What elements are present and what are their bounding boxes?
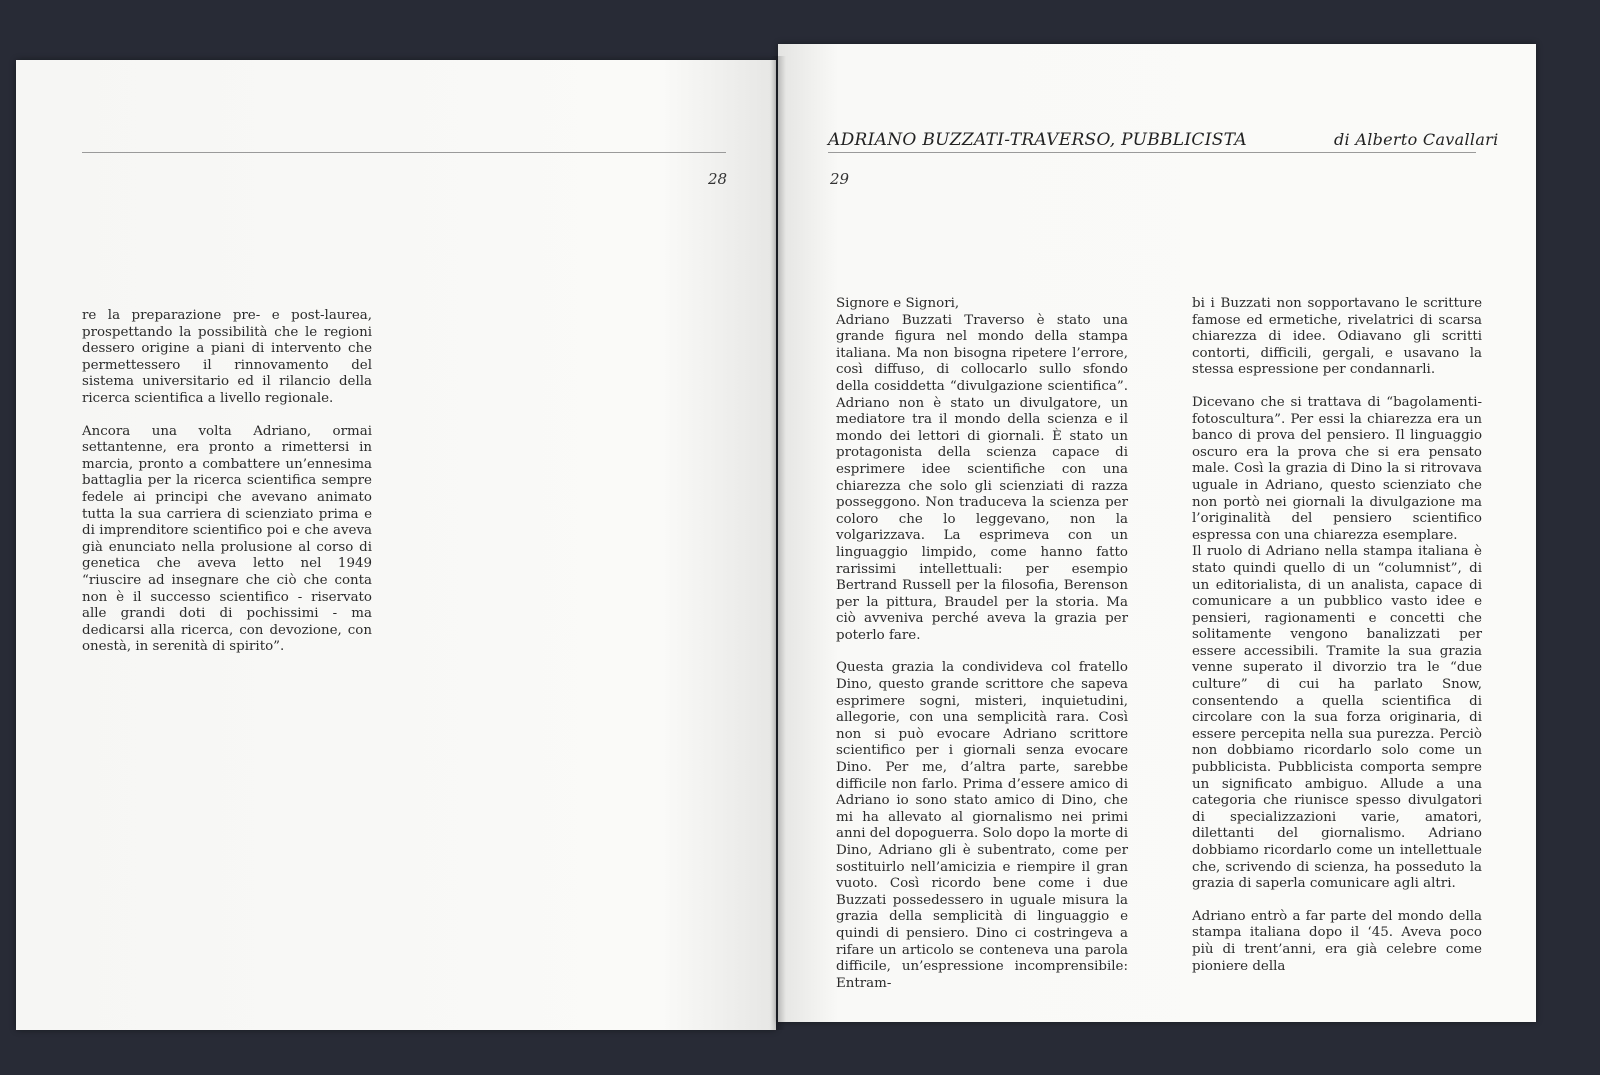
right-page-number: 29 — [830, 170, 850, 188]
right-text-column-1 — [836, 296, 1128, 1008]
salutation: Signore e Signori, — [836, 296, 960, 311]
col2-paragraph-2: Dicevano che si trattava di “bagolamenti-fotoscultura”. Per essi la chiarezza era un banco di prova del pensiero. Il linguaggio oscuro era la prova che si era pensato male. Così la grazia di Dino la si ritrovava uguale in Adriano, questo scienziato che non portò nei giornali la divulgazione ma l’originalità del pensiero scientifico espressa con una chiarezza esemplare. — [1192, 394, 1482, 543]
col2-paragraph-4: Adriano entrò a far parte del mondo della stampa italiana dopo il ‘45. Aveva poco più di trent’anni, era già celebre come pioniere della — [1192, 908, 1482, 974]
right-header-rule — [828, 152, 1476, 153]
left-header-rule — [82, 152, 726, 153]
col1-paragraph-1: Adriano Buzzati Traverso è stato una grande figura nel mondo della stampa italiana. Ma non bisogna ripetere l’errore, così diffuso, di collocarlo sullo sfondo della cosiddetta “divulgazione scientifica”. Adriano non è stato un divulgatore, un mediatore tra il mondo della scienza e il mondo dei lettori di giornali. È stato un protagonista della scienza capace di esprimere idee scientifiche con una chiarezza che solo gli scienziati di razza posseggono. Non traduceva la scienza per coloro che lo leggevano, non la volgarizzava. La esprimeva con un linguaggio limpido, come hanno fatto rarissimi intellettuali: per esempio Bertrand Russell per la filosofia, Berenson per la pittura, Braudel per la storia. Ma ciò avveniva perché aveva la grazia per poterlo fare. — [836, 312, 1128, 643]
col2-paragraph-1: bi i Buzzati non sopportavano le scritture famose ed ermetiche, rivelatrici di scarsa chiarezza di idee. Odiavano gli scritti contorti, difficili, gergali, e usavano la stessa espressione per condannarli. — [1192, 296, 1482, 378]
left-page-number: 28 — [708, 170, 728, 188]
col1-paragraph-2: Questa grazia la condivideva col fratello Dino, questo grande scrittore che sapeva esprimere sogni, misteri, inquietudini, allegorie, con una semplicità rara. Così non si può evocare Adriano scrittore scientifico per i giornali senza evocare Dino. Per me, d’altra parte, sarebbe difficile non farlo. Prima d’essere amico di Adriano io sono stato amico di Dino, che mi ha allevato al giornalismo nei primi anni del dopoguerra. Solo dopo la morte di Dino, Adriano gli è subentrato, come per sostituirlo nell’amicizia e riempire il gran vuoto. Così ricordo bene come i due Buzzati possedessero in uguale misura la grazia della semplicità di linguaggio e quindi di pensiero. Dino ci costringeva a rifare un articolo se conteneva una parola difficile, un’espressione incomprensibile: Entram- — [836, 660, 1128, 991]
book-gutter — [770, 56, 786, 1030]
article-title: ADRIANO BUZZATI-TRAVERSO, PUBBLICISTA — [828, 130, 1247, 150]
col2-paragraph-3: Il ruolo di Adriano nella stampa italiana è stato quindi quello di un “columnist”, di un editorialista, di un analista, capace di comunicare a un pubblico vasto idee e pensieri, ragionamenti e concetti che solitamente vengono banalizzati per essere accessibili. Tramite la sua grazia venne superato il divorzio tra le “due culture” di cui ha parlato Snow, consentendo a quella scientifica di circolare con la sua forza originaria, di essere percepita nella sua purezza. Perciò non dobbiamo ricordarlo solo come un pubblicista. Pubblicista comporta sempre un significato ambiguo. Allude a una categoria che riunisce spesso divulgatori di specializzazioni varie, amatori, dilettanti del giornalismo. Adriano dobbiamo ricordarlo come un intellettuale che, scrivendo di scienza, ha posseduto la grazia di saperla comunicare agli altri. — [1192, 544, 1482, 892]
article-author: di Alberto Cavallari — [1334, 130, 1499, 149]
left-text-column — [82, 308, 372, 672]
right-text-column-2 — [1192, 296, 1482, 991]
left-paragraph-1: re la preparazione pre- e post-laurea, prospettando la possibilità che le regioni dessero origine a piani di intervento che permettessero il rinnovamento del sistema universitario ed il rilancio della ricerca scientifica a livello regionale. — [82, 308, 372, 406]
left-paragraph-2: Ancora una volta Adriano, ormai settantenne, era pronto a rimettersi in marcia, pronto a combattere un’ennesima battaglia per la ricerca scientifica sempre fedele ai principi che avevano animato tutta la sua carriera di scienziato prima e di imprenditore scientifico poi e che aveva già enunciato nella prolusione al corso di genetica che aveva letto nel 1949 “riuscire ad insegnare che ciò che conta non è il successo scientifico - riservato alle grandi doti di pochissimi - ma dedicarsi alla ricerca, con devozione, con onestà, in serenità di spirito”. — [82, 423, 372, 655]
